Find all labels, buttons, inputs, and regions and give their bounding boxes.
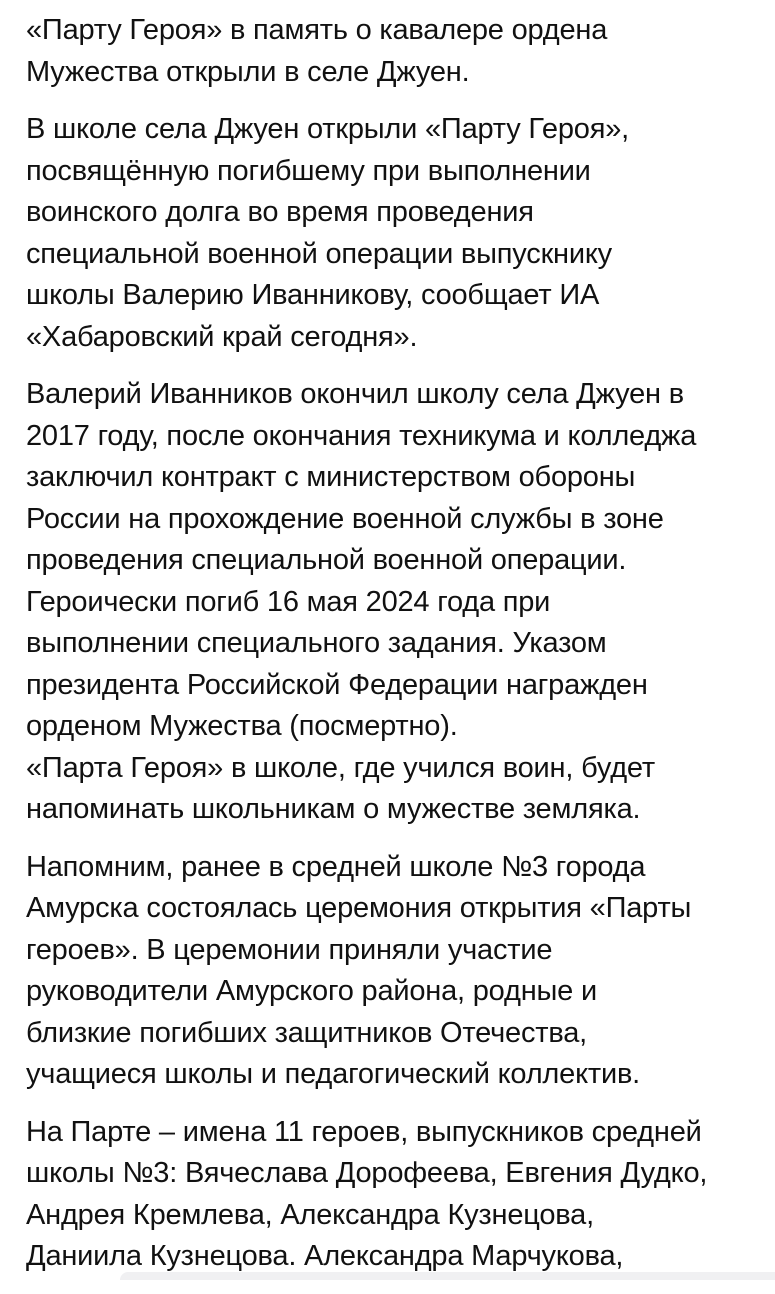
text-line: президента Российской Федерации награжден — [26, 668, 648, 701]
text-line: учащиеся школы и педагогический коллектив. — [26, 1058, 641, 1090]
text-line: «Парта Героя» в школе, где учился воин, будет — [26, 751, 655, 784]
text-line: героев». В церемонии приняли участие — [26, 933, 553, 966]
article-body — [26, 10, 775, 1294]
text-line: «Хабаровский край сегодня». — [26, 320, 418, 353]
text-line: специальной военной операции выпускнику — [26, 237, 612, 270]
text-line: На Парте – имена 11 героев, выпускников средней — [26, 1115, 702, 1148]
text-line: России на прохождение военной службы в зоне — [26, 502, 664, 535]
text-line: Андрея Кремлева, Александра Кузнецова, — [26, 1198, 594, 1231]
text-line: близкие погибших защитников Отечества, — [26, 1016, 587, 1049]
text-line: посвящённую погибшему при выполнении — [26, 154, 591, 187]
text-line: выполнении специального задания. Указом — [26, 627, 607, 659]
paragraph-biography — [26, 374, 775, 831]
paragraph-opening — [26, 109, 775, 358]
paragraph-heroes-names — [26, 1112, 775, 1278]
paragraph-amursk-ceremony — [26, 847, 775, 1096]
text-line: В школе села Джуен открыли «Парту Героя», — [26, 113, 629, 145]
text-line: Мужества открыли в селе Джуен. — [26, 55, 470, 88]
text-line: руководители Амурского района, родные и — [26, 975, 597, 1007]
text-line: 2017 году, после окончания техникума и колледжа — [26, 419, 697, 452]
text-line: орденом Мужества (посмертно). — [26, 710, 458, 742]
text-line: Валерий Иванников окончил школу села Джуен в — [26, 378, 684, 410]
text-line: воинского долга во время проведения — [26, 196, 534, 228]
text-line: Амурска состоялась церемония открытия «Парты — [26, 892, 692, 924]
text-line: школы №3: Вячеслава Дорофеева, Евгения Дудко, — [26, 1157, 708, 1189]
text-line: Даниила Кузнецова. Александра Марчукова, — [26, 1240, 624, 1272]
text-line: «Парту Героя» в память о кавалере ордена — [26, 14, 608, 46]
text-line: школы Валерию Иванникову, сообщает ИА — [26, 279, 600, 311]
text-line: заключил контракт с министерством обороны — [26, 461, 636, 493]
text-line: напоминать школьникам о мужестве земляка. — [26, 793, 641, 825]
paragraph-intro — [26, 10, 775, 93]
bottom-panel-edge — [120, 1272, 775, 1280]
text-line: Героически погиб 16 мая 2024 года при — [26, 585, 551, 618]
text-line: проведения специальной военной операции. — [26, 544, 627, 576]
text-line: Напомним, ранее в средней школе №3 города — [26, 850, 646, 883]
